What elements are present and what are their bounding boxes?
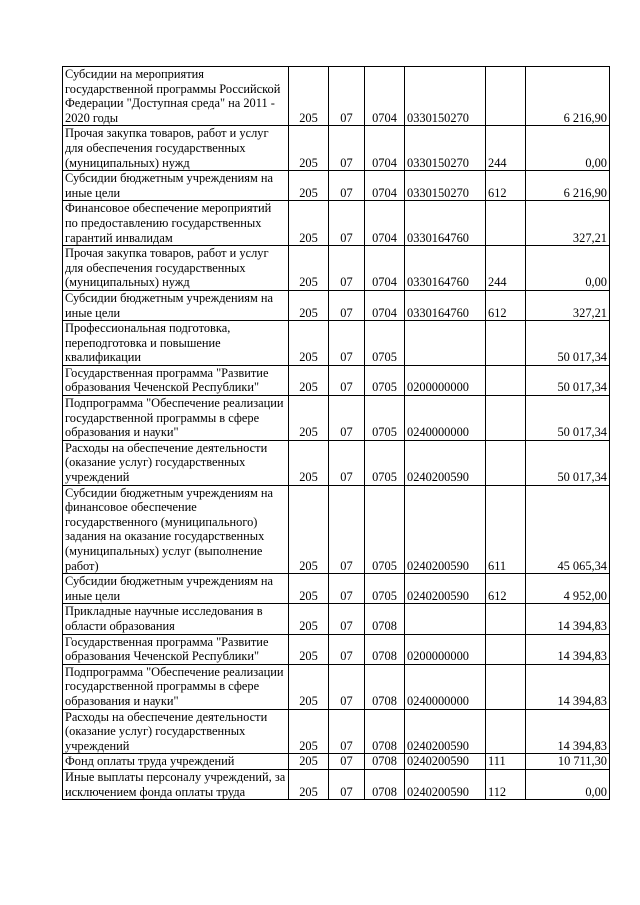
item-name-cell: Прочая закупка товаров, работ и услуг для обеспечения государственных (муниципальных) нужд [63,246,289,291]
table-row [63,126,610,171]
amount-cell: 50 017,34 [526,396,610,441]
item-name-cell: Прикладные научные исследования в области образования [63,604,289,634]
expense-type-cell: 611 [486,485,526,574]
subsection-code-cell: 0708 [365,754,405,770]
item-name-cell: Субсидии бюджетным учреждениям на иные цели [63,290,289,320]
table-row [63,664,610,709]
item-name-cell: Подпрограмма "Обеспечение реализации государственной программы в сфере образования и науки" [63,664,289,709]
expense-type-cell [486,396,526,441]
table-row [63,396,610,441]
section-code-cell: 07 [329,709,365,754]
target-article-cell: 0330164760 [405,201,486,246]
table-row [63,67,610,126]
table-row [63,754,610,770]
section-code-cell: 07 [329,126,365,171]
target-article-cell: 0200000000 [405,365,486,395]
table-row [63,574,610,604]
section-code-cell: 07 [329,574,365,604]
item-name-cell: Прочая закупка товаров, работ и услуг для обеспечения государственных (муниципальных) нужд [63,126,289,171]
subsection-code-cell: 0704 [365,171,405,201]
subsection-code-cell: 0705 [365,321,405,366]
section-code-cell: 07 [329,634,365,664]
table-row [63,246,610,291]
table-row [63,604,610,634]
subsection-code-cell: 0705 [365,574,405,604]
section-code-cell: 07 [329,485,365,574]
amount-cell: 0,00 [526,246,610,291]
expense-type-cell: 111 [486,754,526,770]
subsection-code-cell: 0704 [365,126,405,171]
expense-type-cell: 612 [486,290,526,320]
ministry-code-cell: 205 [289,171,329,201]
ministry-code-cell: 205 [289,440,329,485]
item-name-cell: Расходы на обеспечение деятельности (оказание услуг) государственных учреждений [63,709,289,754]
expense-type-cell [486,440,526,485]
amount-cell: 6 216,90 [526,171,610,201]
section-code-cell: 07 [329,664,365,709]
section-code-cell: 07 [329,201,365,246]
section-code-cell: 07 [329,290,365,320]
subsection-code-cell: 0704 [365,201,405,246]
expense-type-cell: 112 [486,769,526,799]
expense-type-cell [486,664,526,709]
ministry-code-cell: 205 [289,396,329,441]
subsection-code-cell: 0704 [365,246,405,291]
table-row [63,201,610,246]
section-code-cell: 07 [329,769,365,799]
target-article-cell [405,321,486,366]
item-name-cell: Фонд оплаты труда учреждений [63,754,289,770]
expense-type-cell [486,365,526,395]
ministry-code-cell: 205 [289,604,329,634]
target-article-cell: 0240200590 [405,574,486,604]
expense-type-cell: 612 [486,574,526,604]
amount-cell: 50 017,34 [526,365,610,395]
amount-cell: 50 017,34 [526,440,610,485]
ministry-code-cell: 205 [289,709,329,754]
target-article-cell: 0330150270 [405,67,486,126]
ministry-code-cell: 205 [289,485,329,574]
amount-cell: 6 216,90 [526,67,610,126]
subsection-code-cell: 0705 [365,365,405,395]
table-row [63,634,610,664]
target-article-cell: 0330164760 [405,246,486,291]
section-code-cell: 07 [329,604,365,634]
section-code-cell: 07 [329,171,365,201]
table-row [63,709,610,754]
table-row [63,321,610,366]
expense-type-cell [486,709,526,754]
item-name-cell: Расходы на обеспечение деятельности (оказание услуг) государственных учреждений [63,440,289,485]
item-name-cell: Субсидии бюджетным учреждениям на иные цели [63,171,289,201]
target-article-cell: 0240200590 [405,709,486,754]
budget-table [62,66,610,800]
amount-cell: 327,21 [526,201,610,246]
section-code-cell: 07 [329,321,365,366]
table-row [63,365,610,395]
ministry-code-cell: 205 [289,126,329,171]
item-name-cell: Субсидии на мероприятия государственной программы Российской Федерации "Доступная среда" на 2011 - 2020 годы [63,67,289,126]
subsection-code-cell: 0708 [365,664,405,709]
subsection-code-cell: 0708 [365,604,405,634]
section-code-cell: 07 [329,754,365,770]
item-name-cell: Субсидии бюджетным учреждениям на иные цели [63,574,289,604]
amount-cell: 50 017,34 [526,321,610,366]
target-article-cell: 0240000000 [405,396,486,441]
target-article-cell: 0200000000 [405,634,486,664]
ministry-code-cell: 205 [289,634,329,664]
expense-type-cell [486,634,526,664]
amount-cell: 14 394,83 [526,709,610,754]
subsection-code-cell: 0705 [365,485,405,574]
subsection-code-cell: 0705 [365,440,405,485]
subsection-code-cell: 0708 [365,634,405,664]
target-article-cell: 0240200590 [405,769,486,799]
target-article-cell: 0330150270 [405,171,486,201]
subsection-code-cell: 0708 [365,769,405,799]
expense-type-cell: 244 [486,126,526,171]
amount-cell: 0,00 [526,126,610,171]
target-article-cell: 0240200590 [405,754,486,770]
amount-cell: 14 394,83 [526,634,610,664]
item-name-cell: Финансовое обеспечение мероприятий по предоставлению государственных гарантий инвалидам [63,201,289,246]
section-code-cell: 07 [329,440,365,485]
item-name-cell: Подпрограмма "Обеспечение реализации государственной программы в сфере образования и науки" [63,396,289,441]
table-row [63,769,610,799]
ministry-code-cell: 205 [289,290,329,320]
amount-cell: 14 394,83 [526,604,610,634]
section-code-cell: 07 [329,246,365,291]
ministry-code-cell: 205 [289,321,329,366]
subsection-code-cell: 0705 [365,396,405,441]
section-code-cell: 07 [329,365,365,395]
ministry-code-cell: 205 [289,664,329,709]
ministry-code-cell: 205 [289,201,329,246]
ministry-code-cell: 205 [289,365,329,395]
amount-cell: 4 952,00 [526,574,610,604]
expense-type-cell [486,321,526,366]
table-row [63,440,610,485]
table-row [63,485,610,574]
amount-cell: 327,21 [526,290,610,320]
subsection-code-cell: 0704 [365,67,405,126]
target-article-cell: 0240000000 [405,664,486,709]
item-name-cell: Государственная программа "Развитие образования Чеченской Республики" [63,365,289,395]
expense-type-cell: 612 [486,171,526,201]
amount-cell: 45 065,34 [526,485,610,574]
amount-cell: 14 394,83 [526,664,610,709]
ministry-code-cell: 205 [289,246,329,291]
subsection-code-cell: 0708 [365,709,405,754]
target-article-cell: 0330164760 [405,290,486,320]
subsection-code-cell: 0704 [365,290,405,320]
item-name-cell: Государственная программа "Развитие образования Чеченской Республики" [63,634,289,664]
item-name-cell: Профессиональная подготовка, переподготовка и повышение квалификации [63,321,289,366]
ministry-code-cell: 205 [289,574,329,604]
section-code-cell: 07 [329,396,365,441]
table-row [63,290,610,320]
ministry-code-cell: 205 [289,67,329,126]
item-name-cell: Субсидии бюджетным учреждениям на финансовое обеспечение государственного (муниципального) задания на оказание государственных (муниципальных) услуг (выполнение работ) [63,485,289,574]
expense-type-cell [486,604,526,634]
expense-type-cell [486,201,526,246]
amount-cell: 10 711,30 [526,754,610,770]
expense-type-cell [486,67,526,126]
table-row [63,171,610,201]
expense-type-cell: 244 [486,246,526,291]
ministry-code-cell: 205 [289,769,329,799]
ministry-code-cell: 205 [289,754,329,770]
section-code-cell: 07 [329,67,365,126]
target-article-cell: 0240200590 [405,485,486,574]
amount-cell: 0,00 [526,769,610,799]
target-article-cell: 0240200590 [405,440,486,485]
target-article-cell: 0330150270 [405,126,486,171]
item-name-cell: Иные выплаты персоналу учреждений, за исключением фонда оплаты труда [63,769,289,799]
target-article-cell [405,604,486,634]
